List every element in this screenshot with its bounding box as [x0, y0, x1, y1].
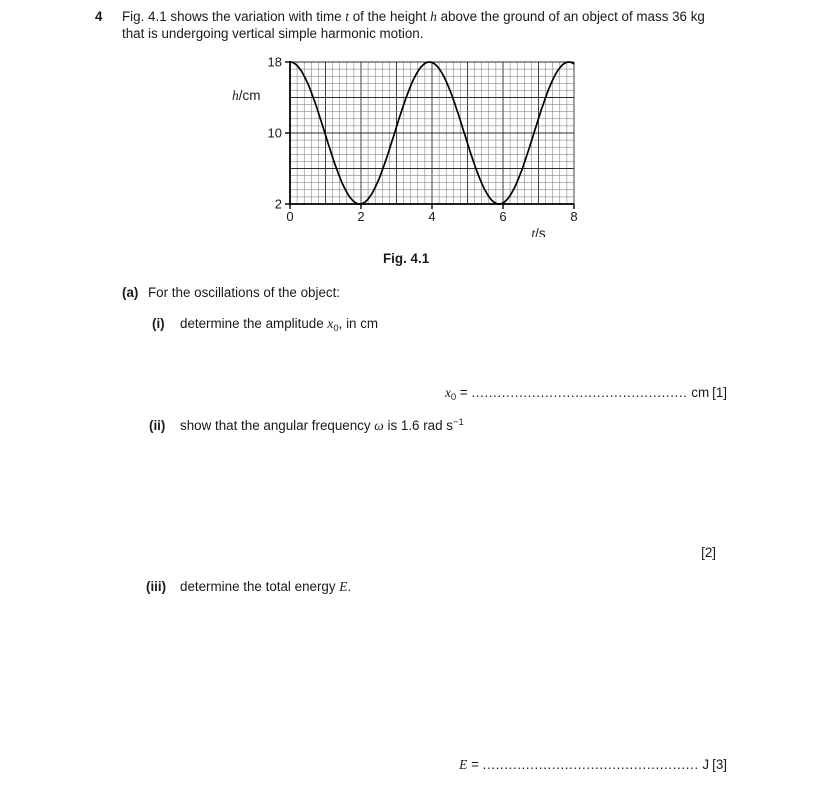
exponent-minus-1: −1: [452, 417, 464, 428]
answer-unit: J: [702, 757, 710, 772]
part-a-ii-label: (ii): [149, 418, 166, 433]
variable-t: t: [345, 9, 350, 24]
y-axis-label: h/cm: [232, 88, 261, 103]
variable-h: h: [430, 9, 437, 24]
part-a-ii-text: show that the angular frequency: [180, 418, 375, 433]
equals-sign: =: [459, 385, 468, 400]
question-intro: [122, 9, 742, 42]
y-tick-label: 10: [267, 125, 282, 141]
part-a-text: For the oscillations of the object:: [148, 285, 341, 300]
intro-line-1: [122, 9, 742, 26]
x-tick-label: 8: [570, 209, 578, 224]
variable-E: E: [339, 579, 348, 594]
variable-omega: ω: [374, 418, 384, 433]
part-a-label: (a): [122, 285, 139, 300]
part-a-i-text: determine the amplitude: [180, 316, 328, 331]
part-a-ii-text: is 1.6 rad s: [383, 418, 453, 433]
answer-line-energy: [459, 757, 727, 773]
question-number: 4: [95, 9, 103, 24]
answer-var-x-sub: 0: [450, 392, 457, 403]
intro-text: of the height: [349, 9, 431, 24]
x-tick-label: 2: [357, 209, 365, 224]
answer-var-x: x: [444, 385, 451, 400]
intro-text: above the ground of an object of mass 36 kg: [436, 9, 705, 24]
variable-x0-sub: 0: [333, 323, 339, 334]
part-a-i: [152, 316, 378, 334]
x-tick-label: 6: [499, 209, 507, 224]
marks-badge-2: [2]: [701, 545, 716, 560]
answer-line-amplitude: [445, 385, 727, 403]
part-a-iii-label: (iii): [146, 579, 167, 594]
figure-4-1: [200, 52, 600, 237]
answer-dotted-line: ..................................................: [471, 385, 688, 400]
figure-caption: Fig. 4.1: [383, 251, 430, 266]
shm-graph: [200, 52, 600, 237]
y-tick-label: 18: [267, 54, 282, 70]
x-axis-label: t/s: [531, 226, 546, 237]
part-a-iii-text: determine the total energy: [180, 579, 340, 594]
part-a-iii-text: .: [347, 579, 352, 594]
answer-dotted-line: ..................................................: [482, 757, 699, 772]
answer-unit: cm: [691, 385, 710, 400]
marks-badge-3: [3]: [712, 757, 727, 772]
variable-x0: x: [327, 316, 334, 331]
x-tick-label: 4: [428, 209, 436, 224]
equals-sign: =: [471, 757, 479, 772]
part-a-i-label: (i): [152, 316, 165, 331]
y-tick-label: 2: [274, 196, 282, 212]
part-a: [122, 285, 340, 300]
x-tick-label: 0: [286, 209, 294, 224]
part-a-i-text: , in cm: [338, 316, 379, 331]
intro-text: Fig. 4.1 shows the variation with time: [122, 9, 346, 24]
marks-badge-1: [1]: [712, 385, 727, 400]
intro-line-2: that is undergoing vertical simple harmonic motion.: [122, 25, 424, 41]
part-a-iii: [146, 579, 351, 595]
answer-var-E: E: [459, 757, 468, 772]
part-a-ii: [149, 417, 464, 434]
